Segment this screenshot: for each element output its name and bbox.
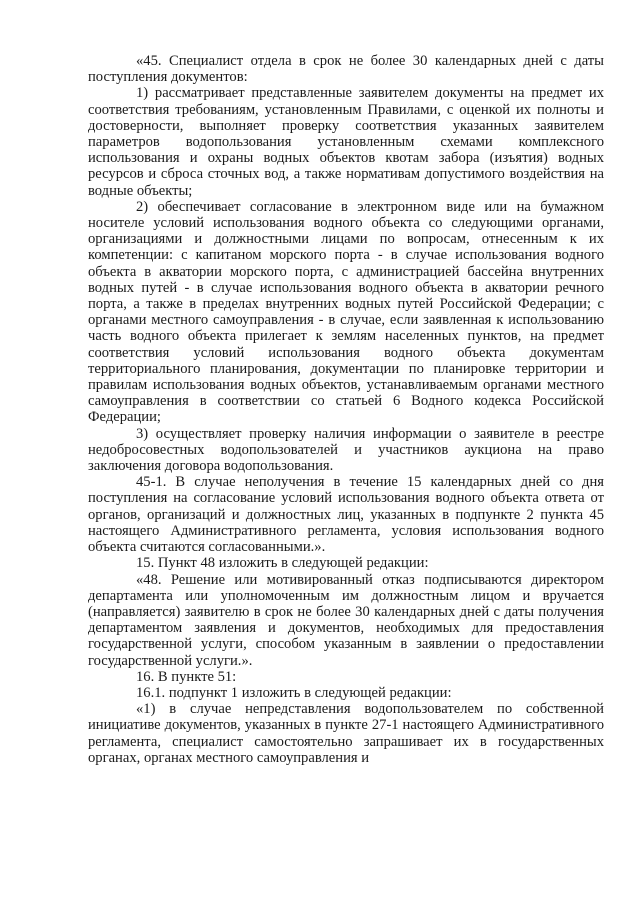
paragraph-15: 15. Пункт 48 изложить в следующей редакции: — [136, 555, 429, 572]
paragraph-45-1: 45-1. В случае неполучения в течение 15 календарных дней со дня поступления на согласование условий использования водного объекта ответа от органов, организаций и должностных лиц, указанных в подпункте 2 пункта 45 настоящего Административного регламента, условия использования водного объекта считаются согласованными.». — [88, 474, 604, 556]
paragraph-45-item-2: 2) обеспечивает согласование в электронном виде или на бумажном носителе условий использования водного объекта со следующими органами, организациями и должностными лицами по вопросам, отнесенным к их компетенции: с капитаном морского порта - в случае использования водного объекта в акватории морского порта, с администрацией бассейна внутренних водных путей - в случае использования водного объекта в акватории речного порта, а также в пределах внутренних водных путей Российской Федерации; с органами местного самоуправления - в случае, если заявленная к использованию часть водного объекта прилегает к землям населенных пунктов, на предмет соответствия условий использования водного объекта документам территориального планирования, документации по планировке территории и правилам использования водных объектов, устанавливаемым органами местного самоуправления в соответствии со статьей 6 Водного кодекса Российской Федерации; — [88, 198, 604, 426]
paragraph-16-1: 16.1. подпункт 1 изложить в следующей редакции: — [136, 684, 452, 701]
paragraph-16: 16. В пункте 51: — [136, 668, 237, 685]
paragraph-45-item-3: 3) осуществляет проверку наличия информации о заявителе в реестре недобросовестных водопользователей и участников аукциона на право заключения договора водопользования. — [88, 425, 604, 475]
document-body — [88, 53, 604, 766]
paragraph-48: «48. Решение или мотивированный отказ подписываются директором департамента или уполномоченным им должностным лицом и вручается (направляется) заявителю в срок не более 30 календарных дней с даты получения департаментом заявления и документов, необходимых для предоставления государственной услуги, способом указанным в заявлении о предоставлении государственной услуги.». — [88, 571, 604, 669]
paragraph-45-item-1: 1) рассматривает представленные заявителем документы на предмет их соответствия требованиям, установленным Правилами, с оценкой их полноты и достоверности, выполняет проверку соответствия указанных заявителем параметров водопользования установленным схемами комплексного использования и охраны водных объектов квотам забора (изъятия) водных ресурсов и сброса сточных вод, а также нормативам допустимого воздействия на водные объекты; — [88, 85, 604, 199]
paragraph-45-intro: «45. Специалист отдела в срок не более 30 календарных дней с даты поступления документов: — [88, 53, 604, 86]
paragraph-51-item-1: «1) в случае непредставления водопользователем по собственной инициативе документов, указанных в пункте 27-1 настоящего Административного регламента, специалист самостоятельно запрашивает их в государственных органах, органах местного самоуправления и — [88, 701, 604, 766]
